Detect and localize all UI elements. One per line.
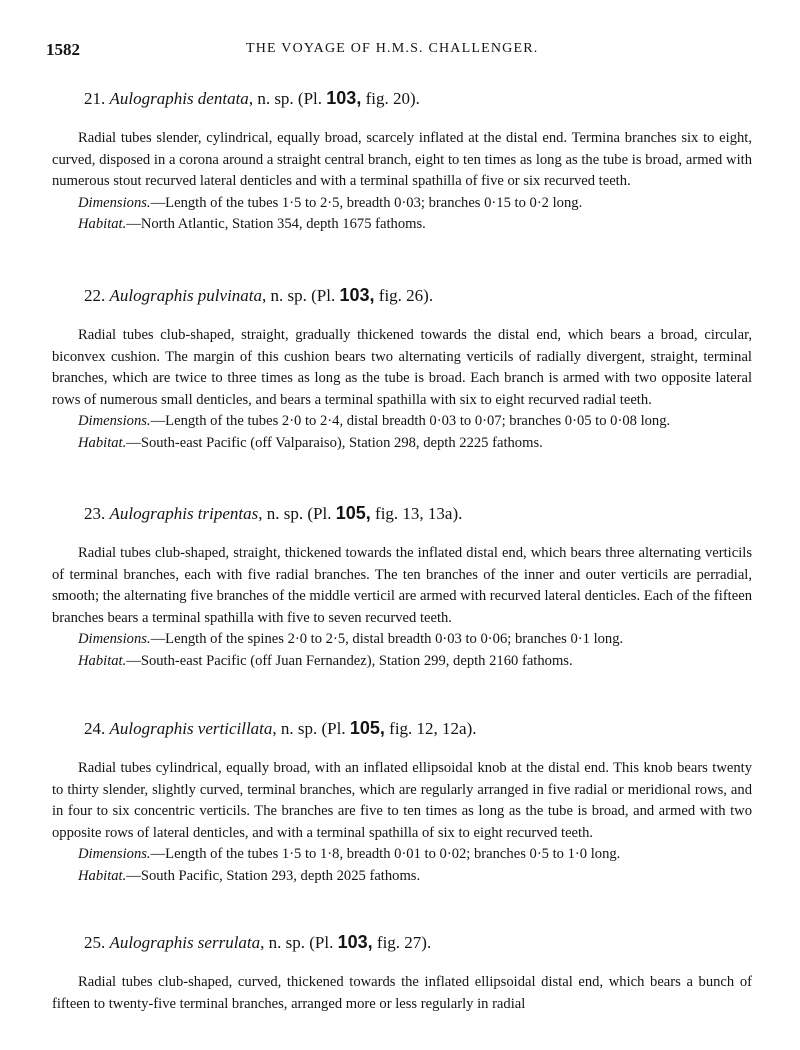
dimensions-label: Dimensions. [78,413,151,429]
habitat-label: Habitat. [78,434,127,451]
species-nsp: , n. sp. (Pl. [262,286,336,305]
species-heading [84,285,752,311]
plate-number: 103, [339,285,375,305]
species-heading [84,88,752,114]
species-number: 21. [84,89,106,108]
dimensions-text: —Length of the tubes 1·5 to 2·5, breadth 0·03; branches 0·15 to 0·2 long. [150,194,583,211]
dimensions-line [78,844,752,866]
species-heading [84,718,752,744]
plate-number: 103, [337,932,373,952]
habitat-label: Habitat. [78,216,127,232]
figure-ref: fig. 12, 12a). [389,719,477,738]
figure-ref: fig. 26). [378,286,434,305]
figure-ref: fig. 20). [365,89,420,108]
figure-ref: fig. 13, 13a). [375,504,463,523]
species-name: Aulographis pulvinata [109,286,263,305]
species-nsp: , n. sp. (Pl. [260,933,334,952]
species-entry-25 [52,932,752,1015]
dimensions-text: —Length of the tubes 2·0 to 2·4, distal breadth 0·03 to 0·07; branches 0·05 to 0·08 long. [150,413,671,429]
species-description: Radial tubes club-shaped, straight, gradually thickened towards the distal end, which bears a broad, circular, biconvex cushion. The margin of this cushion bears two alternating verticils of radially divergent, straight, terminal branches, which are twice to three times as long as the tube is broad. Each branch is armed with two opposite lateral rows of numerous small denticles, and bears a terminal spathilla with six to eight recurved radial teeth. [52,327,752,408]
figure-ref: fig. 27). [376,933,432,952]
habitat-text: —South Pacific, Station 293, depth 2025 fathoms. [126,867,421,884]
habitat-label: Habitat. [78,652,127,669]
dimensions-line [78,411,752,433]
dimensions-line [78,193,752,215]
habitat-text: —South-east Pacific (off Valparaiso), Station 298, depth 2225 fathoms. [126,434,543,451]
species-name: Aulographis dentata [109,89,249,108]
habitat-text: —North Atlantic, Station 354, depth 1675 fathoms. [126,216,426,232]
dimensions-label: Dimensions. [78,194,151,211]
page-header [46,40,756,64]
species-number: 22. [84,286,106,305]
habitat-line [78,651,752,673]
species-entry-24 [52,718,752,887]
dimensions-text: —Length of the spines 2·0 to 2·5, distal breadth 0·03 to 0·06; branches 0·1 long. [150,631,624,647]
species-entry-22 [52,285,752,454]
species-number: 23. [84,504,106,523]
species-nsp: , n. sp. (Pl. [272,719,346,738]
dimensions-label: Dimensions. [78,631,151,647]
species-heading [84,932,752,958]
dimensions-label: Dimensions. [78,846,151,862]
species-nsp: , n. sp. (Pl. [258,504,332,523]
dimensions-line [78,629,752,651]
plate-number: 105, [335,503,371,523]
page-number: 1582 [46,40,80,59]
species-name: Aulographis serrulata [109,933,261,952]
species-description: Radial tubes club-shaped, curved, thickened towards the inflated ellipsoidal distal end, which bears a bunch of fifteen to twenty-five terminal branches, arranged more or less regularly in radial [52,974,752,1012]
species-heading [84,503,752,529]
species-description: Radial tubes slender, cylindrical, equally broad, scarcely inflated at the distal end. Termina branches six to eight, curved, disposed in a corona around a straight central branch, eight to ten times as long as the tube is broad, armed with numerous stout recurved lateral denticles and with a terminal spathilla of five or six recurved teeth. [52,130,752,189]
species-name: Aulographis tripentas [109,504,259,523]
dimensions-text: —Length of the tubes 1·5 to 1·8, breadth 0·01 to 0·02; branches 0·5 to 1·0 long. [150,846,621,862]
species-number: 24. [84,719,106,738]
species-description: Radial tubes club-shaped, straight, thickened towards the inflated distal end, which bears three alternating verticils of terminal branches, each with five radial branches. The ten branches of the inner and outer verticils are perradial, smooth; the alternating five branches of the middle verticil are armed with recurved lateral denticles. Each of the fifteen branches bears a terminal spathilla with five to seven recurved teeth. [52,545,752,626]
habitat-label: Habitat. [78,867,127,884]
running-title: THE VOYAGE OF H.M.S. CHALLENGER. [246,41,539,56]
species-nsp: , n. sp. (Pl. [248,89,323,108]
species-entry-23 [52,503,752,672]
habitat-line [78,866,752,888]
habitat-line [78,214,752,236]
plate-number: 105, [349,718,385,738]
species-number: 25. [84,933,106,952]
species-entry-21 [52,88,752,236]
habitat-text: —South-east Pacific (off Juan Fernandez), Station 299, depth 2160 fathoms. [126,652,573,669]
species-description: Radial tubes cylindrical, equally broad, with an inflated ellipsoidal knob at the distal end. This knob bears twenty to thirty slender, slightly curved, terminal branches, which are regularly arranged in five radial or meridional rows, and in four to six concentric verticils. The branches are five to ten times as long as the tube is broad, and armed with two opposite rows of lateral denticles, and with a terminal spathilla of six to eight recurved teeth. [52,760,752,841]
habitat-line [78,433,752,455]
plate-number: 103, [326,88,362,108]
species-name: Aulographis verticillata [109,719,273,738]
